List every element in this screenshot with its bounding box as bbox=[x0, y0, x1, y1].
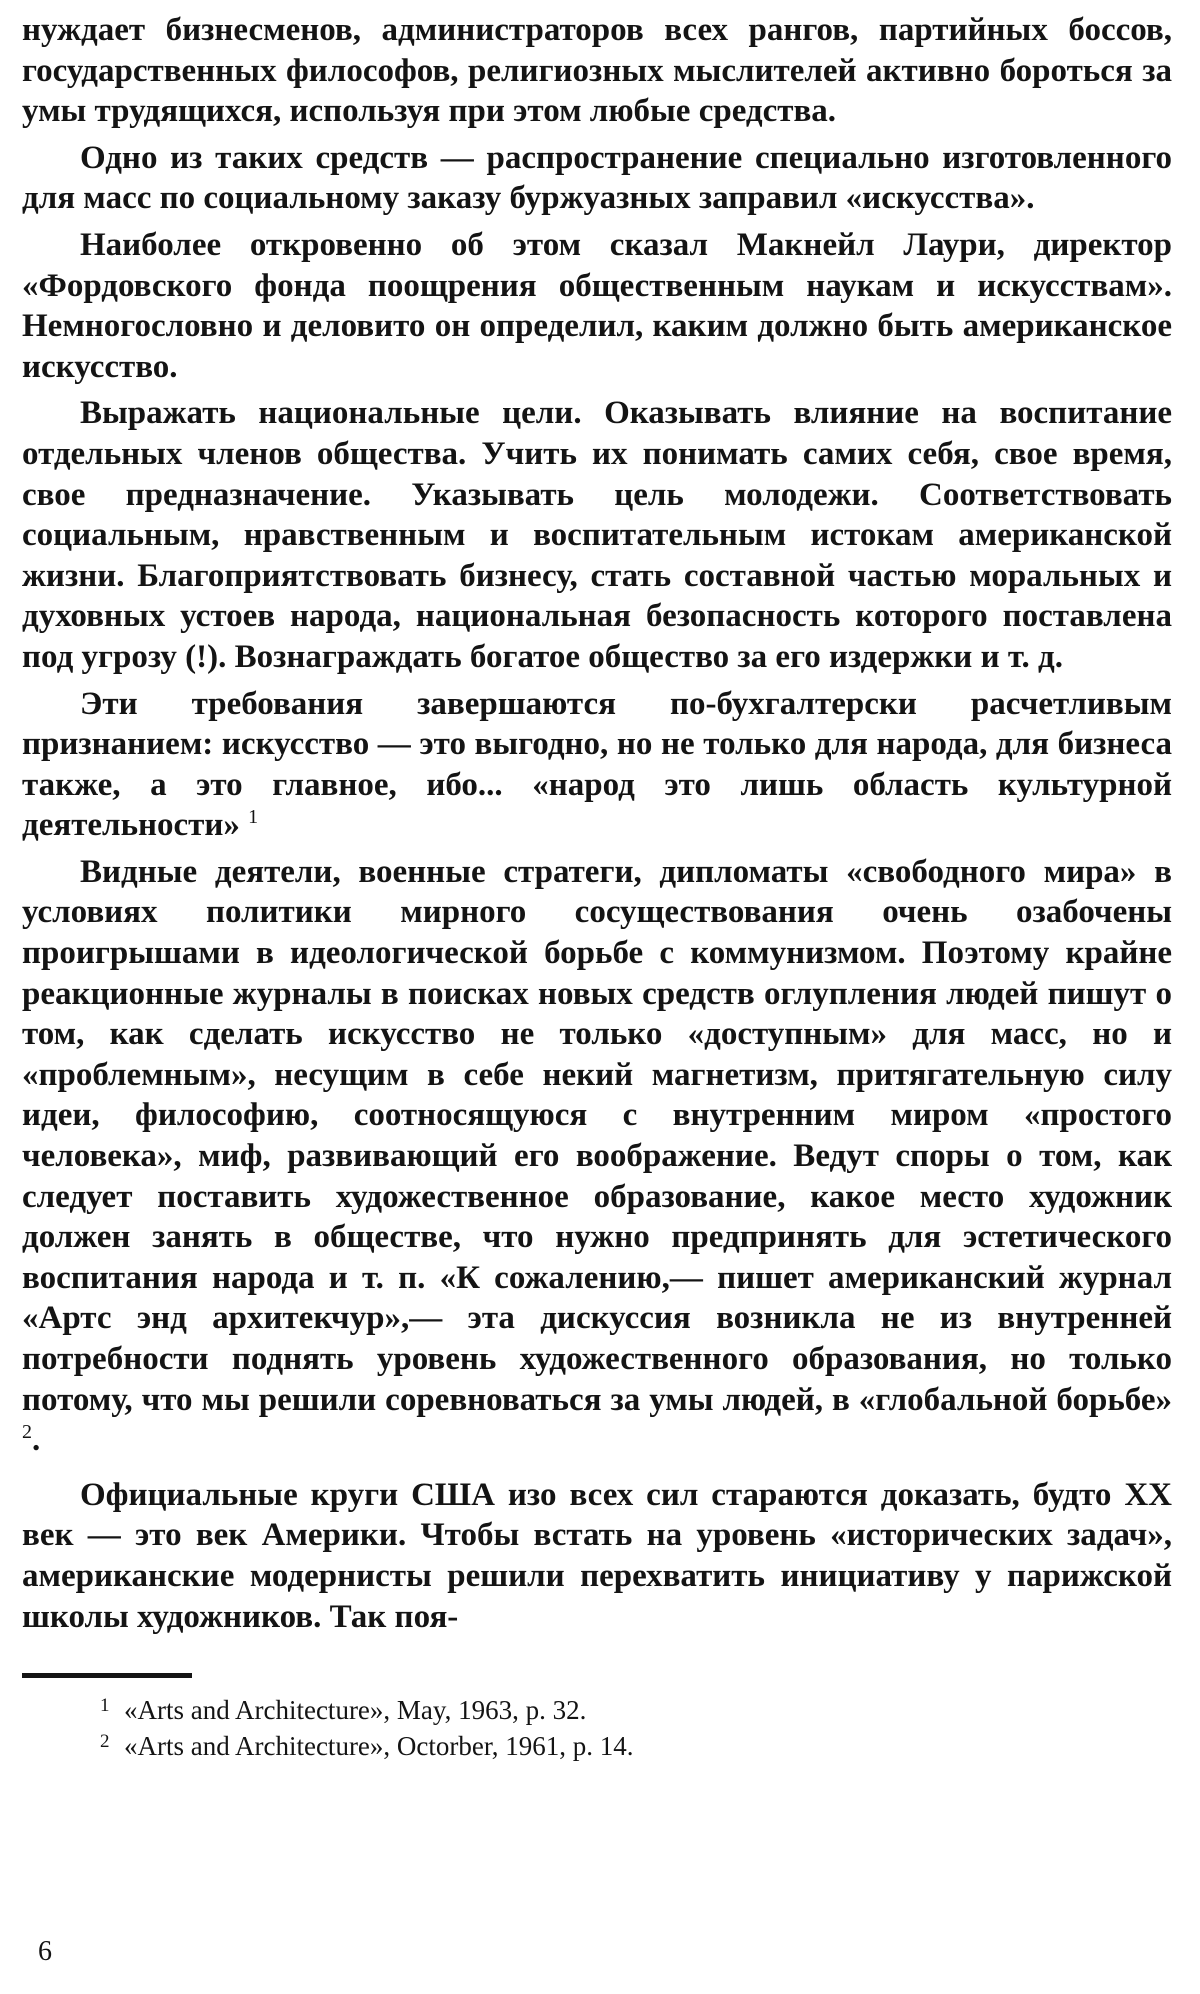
footnote-number: 2 bbox=[100, 1731, 110, 1753]
footnote-number: 1 bbox=[100, 1695, 110, 1717]
footnotes bbox=[22, 1692, 1172, 1764]
footnote-text: «Arts and Architecture», May, 1963, p. 32. bbox=[124, 1695, 587, 1726]
footnote bbox=[100, 1728, 1172, 1764]
paragraph: Официальные круги США изо всех сил стараются доказать, будто XX век — это век Америки. Чтобы встать на уровень «исторических задач», американские модернисты решили перехватить инициативу у парижской школы художников. Так поя- bbox=[22, 1476, 1172, 1635]
footnote-ref: 2 bbox=[22, 1421, 32, 1444]
paragraph: Одно из таких средств — распространение специально изготовленного для масс по социальному заказу буржуазных заправил «искусства». bbox=[22, 139, 1172, 217]
paragraph: нуждает бизнесменов, администраторов всех рангов, партийных боссов, государственных философов, религиозных мыслителей активно бороться за умы трудящихся, используя при этом любые средства. bbox=[22, 12, 1172, 130]
paragraph: Выражать национальные цели. Оказывать влияние на воспитание отдельных членов общества. Учить их понимать самих себя, свое время, свое предназначение. Указывать цель молодежи. Соответствовать социальным, нравственным и воспитательным истокам американской жизни. Благоприятствовать бизнесу, стать составной частью моральных и духовных устоев народа, национальная безопасность которого поставлена под угрозу (!). Вознаграждать богатое общество за его издержки и т. д. bbox=[22, 395, 1172, 675]
page-body bbox=[22, 10, 1172, 1764]
paragraph: Наиболее откровенно об этом сказал Макнейл Лаури, директор «Фордовского фонда поощрения общественным наукам и искусствам». Немногословно и деловито он определил, каким должно быть американское искусство. bbox=[22, 226, 1172, 385]
footnote-divider bbox=[22, 1673, 192, 1678]
paragraph bbox=[22, 684, 1172, 846]
footnote-text: «Arts and Architecture», Octorber, 1961, p. 14. bbox=[124, 1731, 634, 1762]
footnote bbox=[100, 1692, 1172, 1728]
page-number: 6 bbox=[38, 1936, 52, 1967]
paragraph: Видные деятели, военные стратеги, дипломаты «свободного мира» в условиях политики мирного сосуществования очень озабочены проигрышами в идеологической борьбе с коммунизмом. Поэтому крайне реакционные журналы в поисках новых средств оглупления людей пишут о том, как сделать искусство не только «доступным» для масс, но и «проблемным», несущим в себе некий магнетизм, притягательную силу идеи, философию, соотносящуюся с внутренним миром «простого человека», миф, развивающий его воображение. Ведут споры о том, как следует поставить художественное образование, какое место художник должен занять в обществе, что нужно предпринять для эстетического воспитания народа и т. п. «К сожалению,— пишет американский журнал «Артс энд архитекчур»,— эта дискуссия возникла не из внутренней потребности поднять уровень художественного образования, но только потому, что мы решили соревноваться за умы людей, в «глобальной борьбе» $^2$. bbox=[22, 853, 1172, 1459]
paragraph-text: Видные деятели, военные стратеги, дипломаты «свободного мира» в условиях политики мирного сосуществования очень озабочены проигрышами в идеологической борьбе с коммунизмом. Поэтому крайне реакционные журналы в поисках новых средств оглупления людей пишут о том, как сделать искусство не только «доступным» для масс, но и «проблемным», несущим в себе некий магнетизм, притягательную силу идеи, философию, соотносящуюся с внутренним миром «простого человека», миф, развивающий его воображение. Ведут споры о том, как следует поставить художественное образование, какое место художник должен занять в обществе, что нужно предпринять для эстетического воспитания народа и т. п. «К сожалению,— пишет американский журнал «Артс энд архитекчур»,— эта дискуссия возникла не из внутренней потребности поднять уровень художественного образования, но только потому, что мы решили соревноваться за умы людей, в «глобальной борьбе» bbox=[22, 853, 1172, 1418]
footnote-ref: 1 bbox=[248, 806, 259, 829]
paragraph-text: Эти требования завершаются по-бухгалтерски расчетливым признанием: искусство — это выгодно, но не только для народа, для бизнеса также, а это главное, ибо... «народ это лишь область культурной деятельности» bbox=[22, 685, 1172, 844]
